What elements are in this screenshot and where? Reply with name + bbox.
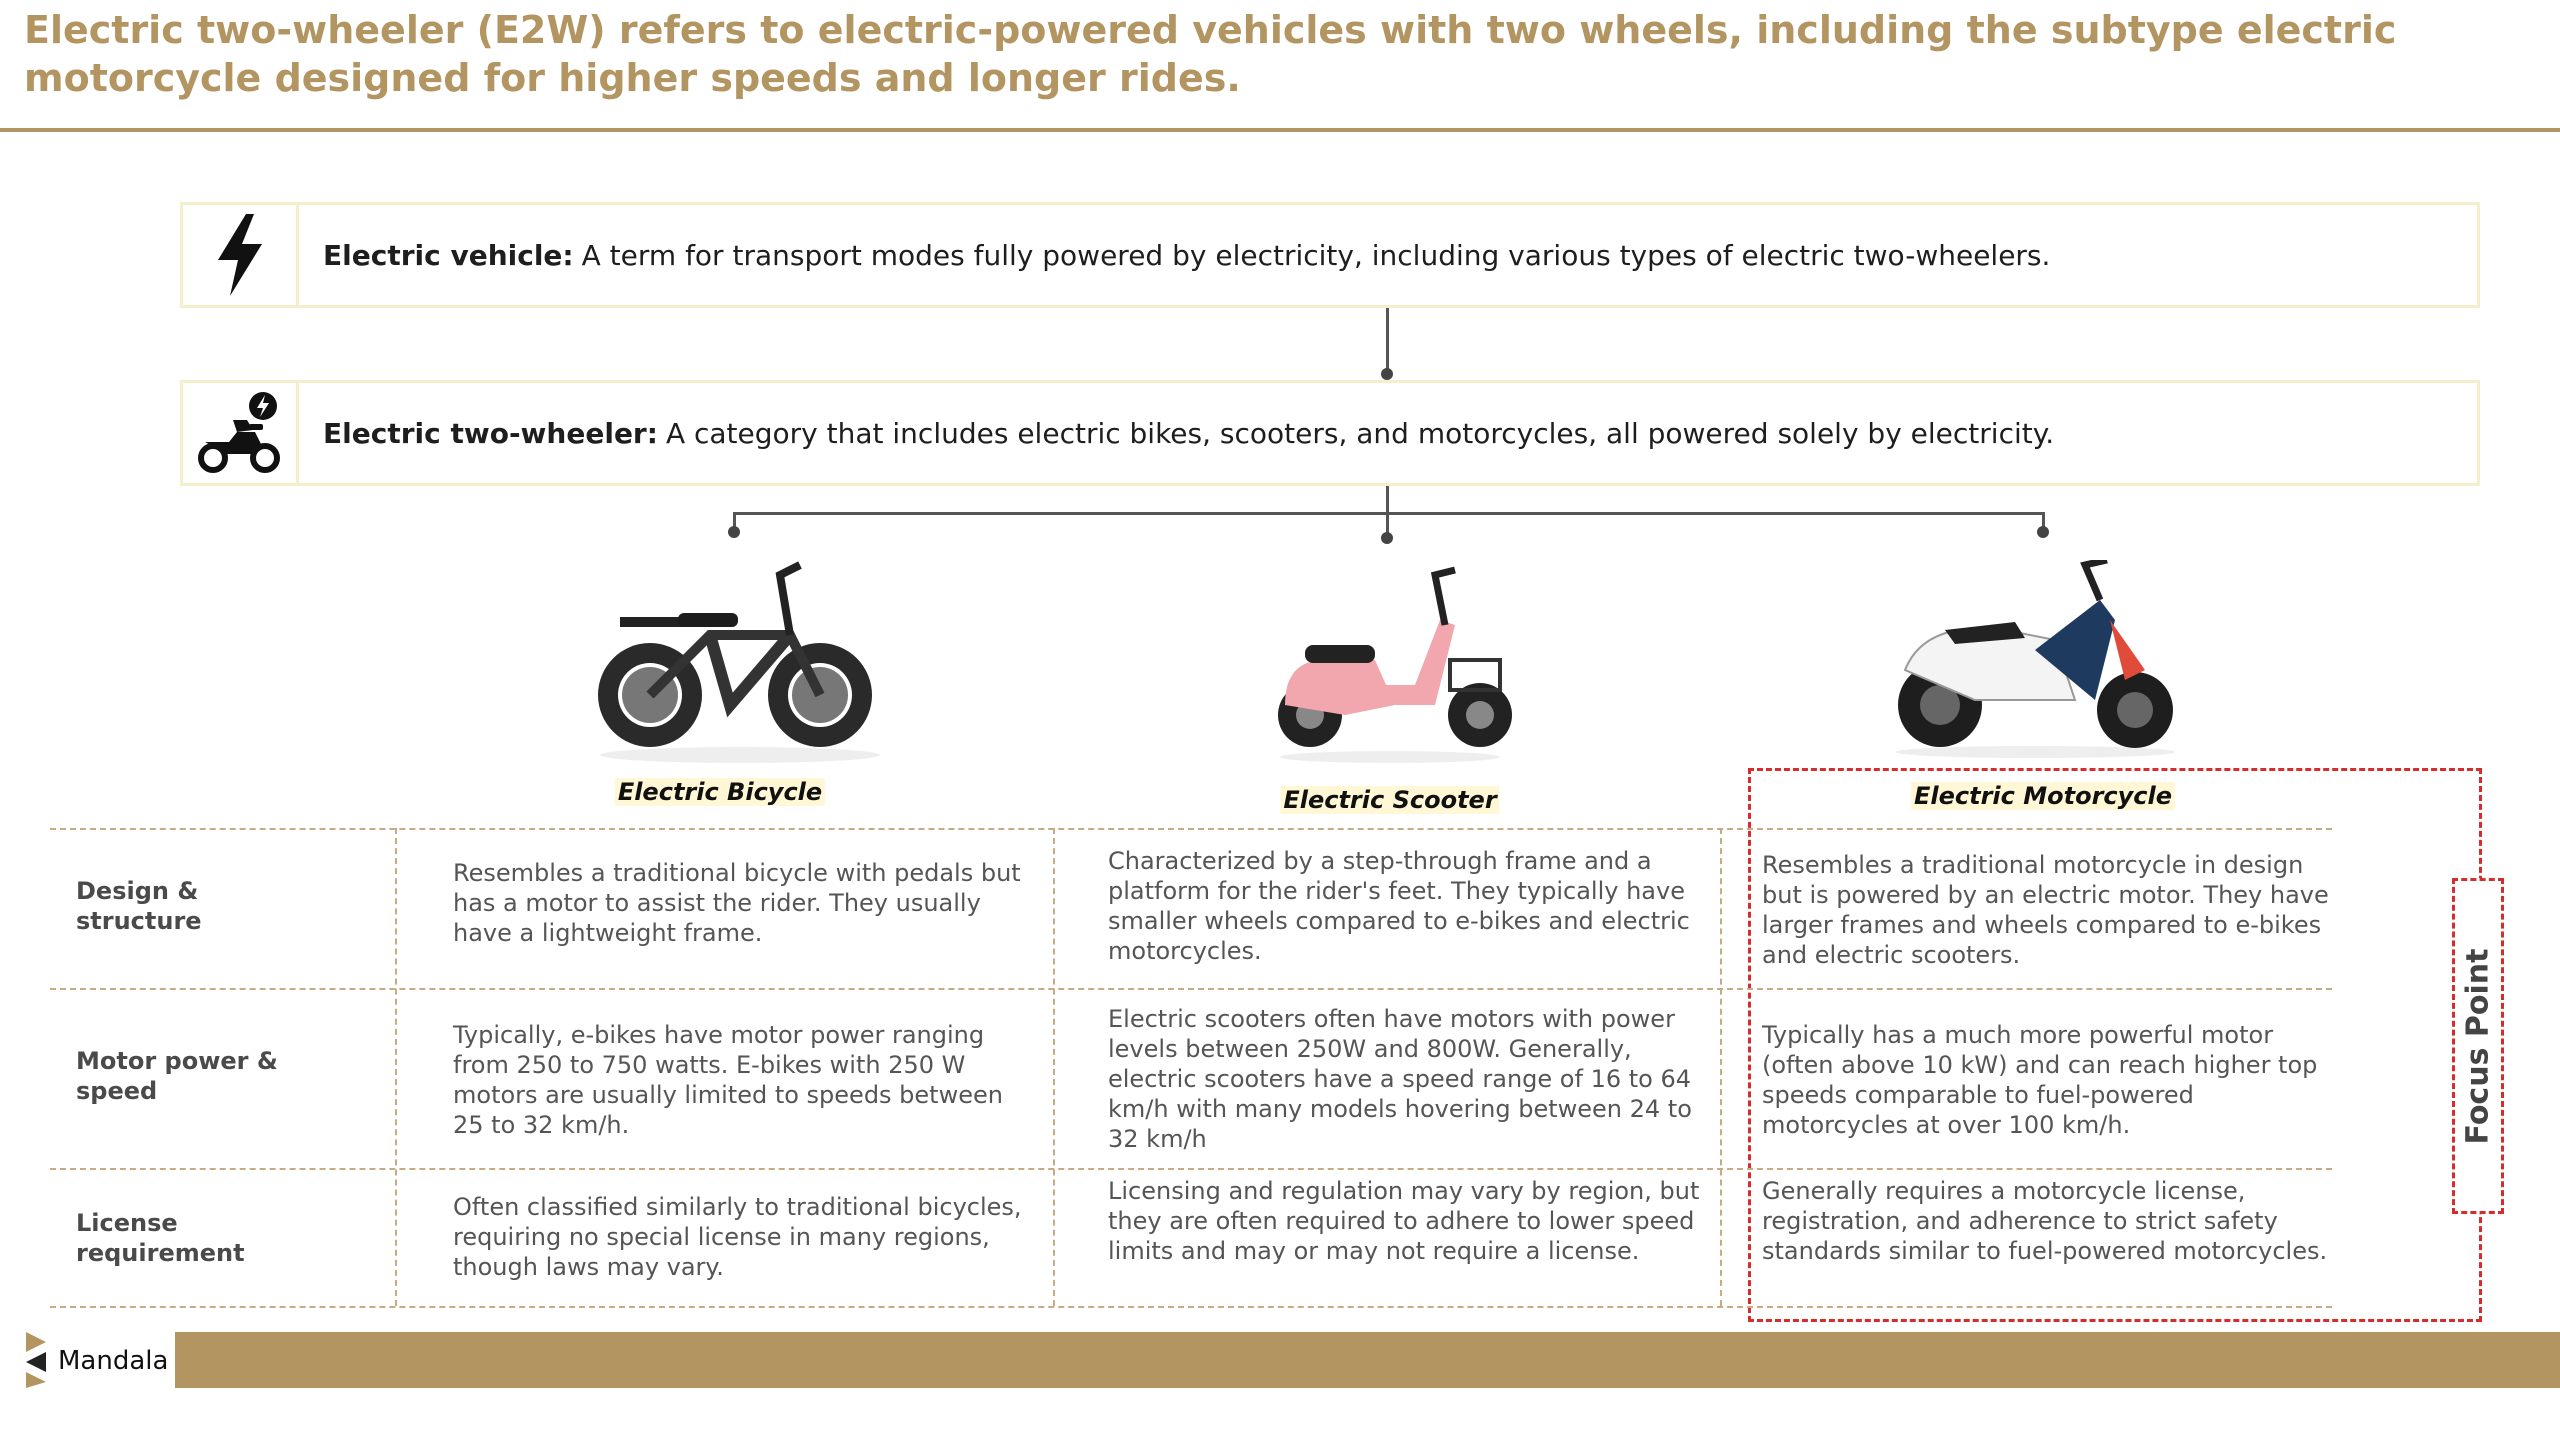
page-title: Electric two-wheeler (E2W) refers to electric-powered vehicles with two wheels, including the subtype electric motorcycle designed for higher speeds and longer rides.: [24, 8, 2397, 100]
definition-term: Electric two-wheeler:: [323, 416, 658, 450]
definition-text: A term for transport modes fully powered by electricity, including various types of electric two-wheelers.: [581, 238, 2051, 272]
connector-dot: [1381, 368, 1393, 380]
definition-electric-two-wheeler: [180, 380, 2480, 486]
definition-text: A category that includes electric bikes, scooters, and motorcycles, all powered solely by electricity.: [665, 416, 2055, 450]
connector-dot: [728, 526, 740, 538]
footer-bar: [175, 1332, 2560, 1388]
row-header-design: Design & structure: [76, 877, 202, 935]
electric-motorbike-icon: [183, 383, 299, 483]
electric-motorcycle-image: [1885, 560, 2185, 760]
focus-point-label: Focus Point: [2460, 948, 2496, 1144]
table-divider: [1053, 828, 1055, 1306]
definition-term: Electric vehicle:: [323, 238, 574, 272]
cell-bicycle-motor: Typically, e-bikes have motor power ranging from 250 to 750 watts. E-bikes with 250 W motors are usually limited to speeds between 25 to 32 km/h.: [453, 1021, 1003, 1139]
table-divider: [50, 1306, 2332, 1308]
cell-motorcycle-motor: Typically has a much more powerful motor (often above 10 kW) and can reach higher top speeds comparable to fuel-powered motorcycles at over 100 km/h.: [1762, 1021, 2318, 1139]
title-divider: [0, 128, 2560, 132]
row-header-motor: Motor power & speed: [76, 1047, 278, 1105]
cell-bicycle-design: Resembles a traditional bicycle with pedals but has a motor to assist the rider. They usually have a lightweight frame.: [453, 859, 1021, 947]
vehicle-label-scooter: Electric Scooter: [1280, 786, 1499, 814]
table-divider: [395, 828, 397, 1306]
row-header-license: License requirement: [76, 1209, 245, 1267]
connector-dot: [1381, 532, 1393, 544]
electric-scooter-image: [1265, 565, 1515, 765]
mandala-logo-icon: [20, 1330, 52, 1390]
table-divider: [50, 828, 2332, 830]
lightning-bolt-icon: [183, 205, 299, 305]
connector-line: [733, 512, 2045, 515]
focus-point-tab: [2452, 878, 2504, 1214]
table-divider: [50, 988, 2332, 990]
cell-motorcycle-design: Resembles a traditional motorcycle in design but is powered by an electric motor. They have larger frames and wheels compared to e-bikes and electric scooters.: [1762, 851, 2329, 969]
vehicle-label-motorcycle: Electric Motorcycle: [1911, 782, 2175, 810]
definition-electric-vehicle: [180, 202, 2480, 308]
electric-bicycle-image: [590, 555, 890, 765]
cell-motorcycle-license: Generally requires a motorcycle license, registration, and adherence to strict safety standards similar to fuel-powered motorcycles.: [1762, 1177, 2328, 1265]
cell-scooter-motor: Electric scooters often have motors with power levels between 250W and 800W. Generally, electric scooters have a speed range of 16 to 64 km/h with many models hovering between 24 to 32 km/h: [1108, 1005, 1692, 1153]
table-divider: [50, 1168, 2332, 1170]
connector-dot: [2037, 526, 2049, 538]
cell-bicycle-license: Often classified similarly to traditional bicycles, requiring no special license in many regions, though laws may vary.: [453, 1193, 1022, 1281]
cell-scooter-design: Characterized by a step-through frame and a platform for the rider's feet. They typically have smaller wheels compared to e-bikes and electric motorcycles.: [1108, 847, 1690, 965]
cell-scooter-license: Licensing and regulation may vary by region, but they are often required to adhere to lower speed limits and may or may not require a license.: [1108, 1177, 1700, 1265]
footer-brand: Mandala: [58, 1346, 169, 1376]
connector-line: [1386, 308, 1389, 372]
table-divider: [1720, 828, 1722, 1306]
vehicle-label-bicycle: Electric Bicycle: [615, 778, 825, 806]
